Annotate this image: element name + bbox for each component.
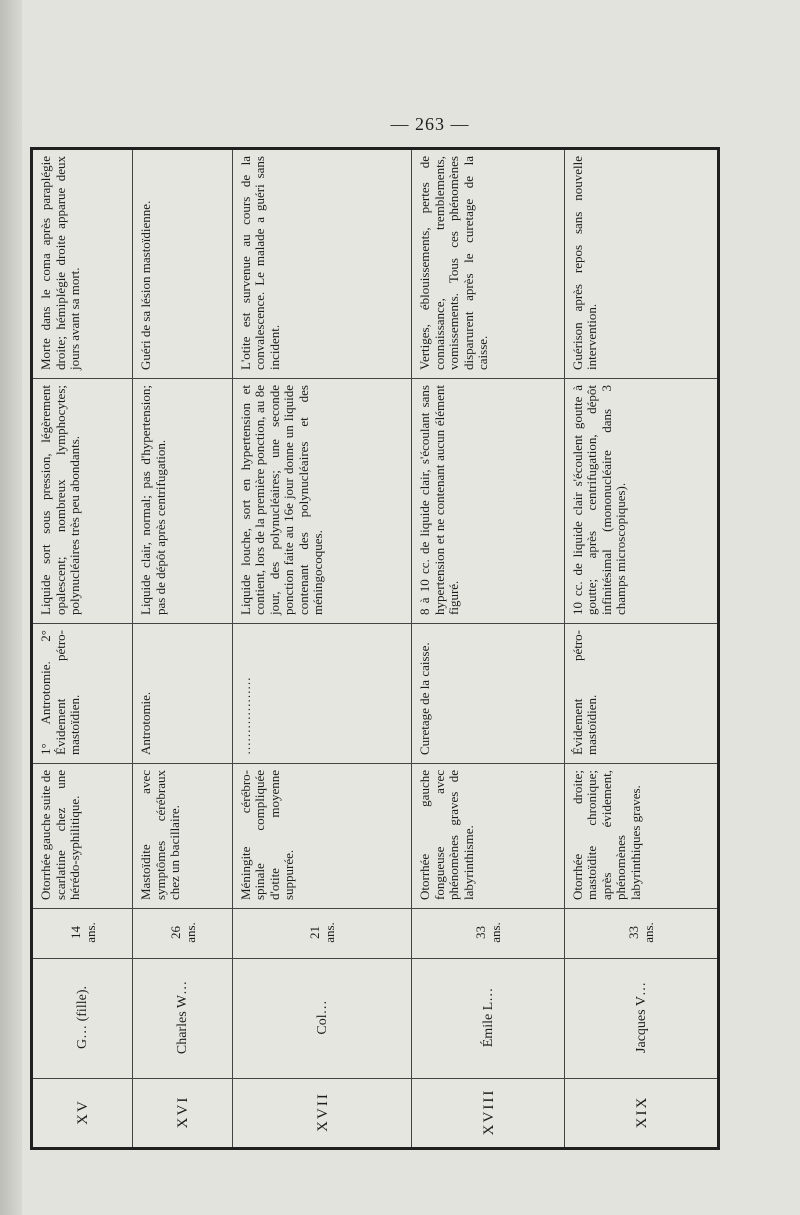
patient-name: Jacques V… — [564, 959, 718, 1079]
operation: 1° Antrotomie. 2° Évidement pétro-mastoïdien. — [32, 624, 133, 764]
operation: Curetage de la caisse. — [412, 624, 565, 764]
liquid-findings: 8 à 10 cc. de liquide clair, s'écoulant sans hypertension et ne contenant aucun élément figuré. — [412, 379, 565, 624]
case-table — [30, 147, 720, 1150]
table-row — [232, 149, 411, 1149]
outcome: Guéri de sa lésion mastoïdienne. — [133, 149, 233, 379]
outcome: Guérison après repos sans nouvelle intervention. — [564, 149, 718, 379]
patient-age: 33 ans. — [412, 909, 565, 959]
liquid-findings: Liquide clair, normal; pas d'hypertension; pas de dépôt après centrifugation. — [133, 379, 233, 624]
table-row — [564, 149, 718, 1149]
case-number: XVII — [232, 1079, 411, 1149]
table-row — [32, 149, 133, 1149]
rotated-table-wrapper — [30, 150, 720, 1150]
clinical-history: Mastoïdite avec symptômes cérébraux chez un bacillaire. — [133, 764, 233, 909]
patient-name: Col… — [232, 959, 411, 1079]
clinical-history: Otorrhée gauche suite de scarlatine chez une hérédo-syphilitique. — [32, 764, 133, 909]
patient-age: 14 ans. — [32, 909, 133, 959]
patient-name: Émile L… — [412, 959, 565, 1079]
case-number: XVIII — [412, 1079, 565, 1149]
outcome: L'otite est survenue au cours de la convalescence. Le malade a guéri sans incident. — [232, 149, 411, 379]
outcome: Morte dans le coma après paraplégie droite; hémiplégie droite apparue deux jours avant sa mort. — [32, 149, 133, 379]
case-number: XVI — [133, 1079, 233, 1149]
liquid-findings: Liquide sort sous pression, légèrement opalescent; nombreux lymphocytes; polynucléaires très peu abondants. — [32, 379, 133, 624]
case-number: XIX — [564, 1079, 718, 1149]
clinical-history: Otorrhée gauche fongueuse avec phénomènes graves de labyrinthisme. — [412, 764, 565, 909]
liquid-findings: 10 cc. de liquide clair s'écoulent goutte à goutte; après centrifugation, dépôt infinitésimal (mononucléaire dans 3 champs microscopiques). — [564, 379, 718, 624]
table-row — [133, 149, 233, 1149]
patient-name: G… (fille). — [32, 959, 133, 1079]
page-gutter-shadow — [0, 0, 22, 1215]
clinical-history: Otorrhée droite; mastoïdite chronique; après évidement, phénomènes labyrinthiques graves. — [564, 764, 718, 909]
liquid-findings: Liquide louche, sort en hypertension et contient, lors de la première ponction, au 8e jour, des polynucléaires; une seconde ponction faite au 16e jour donne un liquide contenant des polynucléaires et des méningocoques. — [232, 379, 411, 624]
operation: Évidement pétro-mastoïdien. — [564, 624, 718, 764]
patient-name: Charles W… — [133, 959, 233, 1079]
patient-age: 33 ans. — [564, 909, 718, 959]
clinical-history: Méningite cérébro-spinale compliquée d'otite moyenne suppurée. — [232, 764, 411, 909]
page-number: — 263 — — [390, 114, 470, 134]
outcome: Vertiges, éblouissements, pertes de connaissance, tremblements, vomissements. Tous ces phénomènes disparurent après le curetage de la caisse. — [412, 149, 565, 379]
operation: ……………… — [232, 624, 411, 764]
operation: Antrotomie. — [133, 624, 233, 764]
table-row — [412, 149, 565, 1149]
patient-age: 21 ans. — [232, 909, 411, 959]
patient-age: 26 ans. — [133, 909, 233, 959]
case-number: XV — [32, 1079, 133, 1149]
